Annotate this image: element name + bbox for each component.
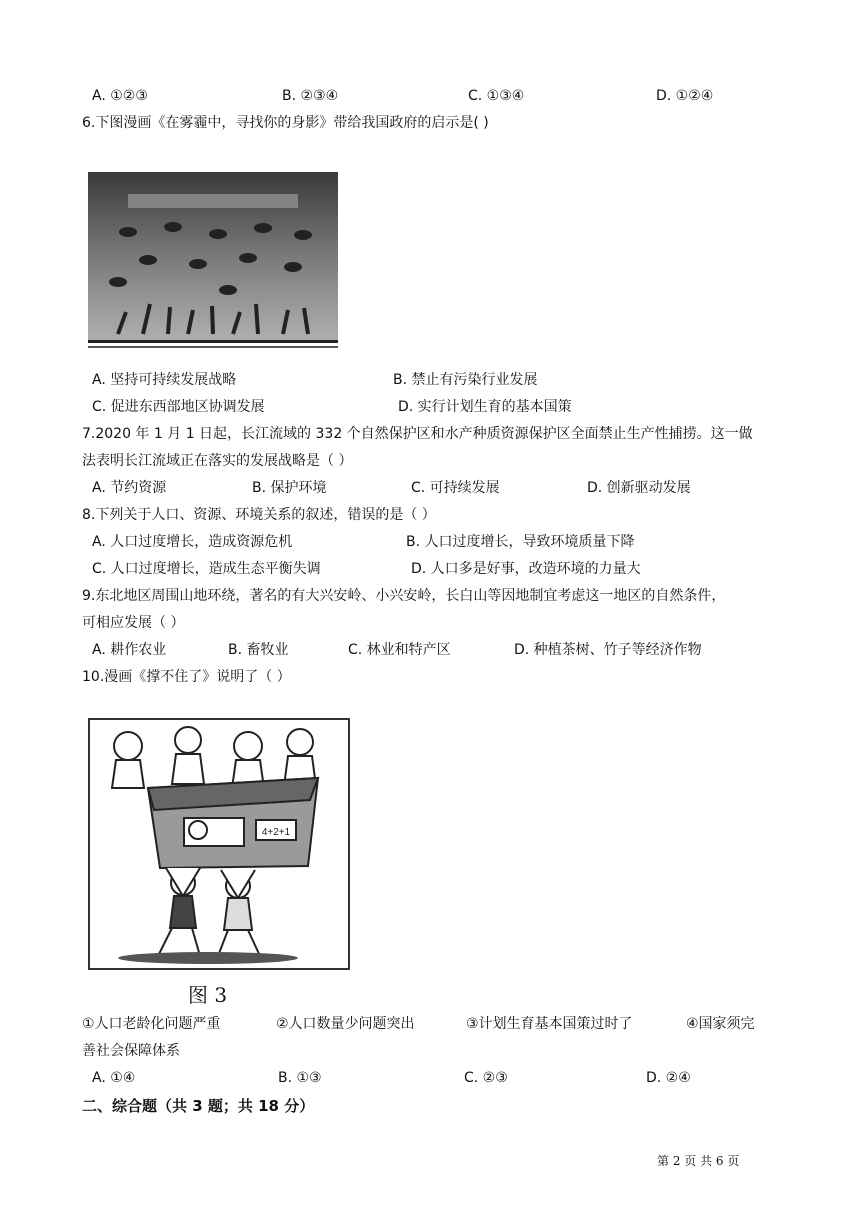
q7-option-c: C. 可持续发展 [411, 480, 500, 496]
section-2-heading: 二、综合题（共 3 题；共 18 分） [82, 1097, 315, 1115]
q6-option-a: A. 坚持可持续发展战略 [92, 372, 237, 388]
q10-statement-3: ③计划生育基本国策过时了 [466, 1016, 633, 1032]
q10-option-b: B. ①③ [278, 1070, 322, 1086]
q6-option-c: C. 促进东西部地区协调发展 [92, 399, 265, 415]
q10-cartoon-image [88, 718, 350, 970]
q10-statement-1: ①人口老龄化问题严重 [82, 1016, 221, 1032]
q6-option-b: B. 禁止有污染行业发展 [393, 372, 538, 388]
q10-statement-4: ④国家须完 [686, 1016, 755, 1032]
q9-option-a: A. 耕作农业 [92, 642, 167, 658]
q8-option-a: A. 人口过度增长，造成资源危机 [92, 534, 293, 550]
q9-stem-line1: 9.东北地区周围山地环绕，著名的有大兴安岭、小兴安岭，长白山等因地制宜考虑这一地区的自然条件， [82, 588, 726, 604]
q10-statement-2: ②人口数量少问题突出 [276, 1016, 415, 1032]
q10-cartoon-sign: 4+2+1 [261, 827, 291, 838]
q7-stem-line1: 7.2020 年 1 月 1 日起，长江流域的 332 个自然保护区和水产种质资源保护区全面禁止生产性捕捞。这一做 [82, 426, 753, 442]
q7-option-a: A. 节约资源 [92, 480, 167, 496]
q9-option-d: D. 种植茶树、竹子等经济作物 [514, 642, 702, 658]
q6-stem: 6.下图漫画《在雾霾中，寻找你的身影》带给我国政府的启示是( ) [82, 115, 489, 131]
q10-stem: 10.漫画《撑不住了》说明了（ ） [82, 669, 291, 685]
q10-figure-caption: 图 3 [188, 983, 228, 1007]
q7-stem-line2: 法表明长江流域正在落实的发展战略是（ ） [82, 453, 353, 469]
q10-option-a: A. ①④ [92, 1070, 136, 1086]
q9-stem-line2: 可相应发展（ ） [82, 615, 185, 631]
q7-option-b: B. 保护环境 [252, 480, 327, 496]
q8-option-c: C. 人口过度增长，造成生态平衡失调 [92, 561, 321, 577]
q8-stem: 8.下列关于人口、资源、环境关系的叙述，错误的是（ ） [82, 507, 436, 523]
q9-option-c: C. 林业和特产区 [348, 642, 451, 658]
page-number: 第 2 页 共 6 页 [657, 1154, 740, 1168]
q8-option-b: B. 人口过度增长，导致环境质量下降 [406, 534, 635, 550]
q5-option-c: C. ①③④ [468, 88, 525, 104]
q10-statement-4-cont: 善社会保障体系 [82, 1043, 180, 1059]
q9-option-b: B. 畜牧业 [228, 642, 289, 658]
q5-option-a: A. ①②③ [92, 88, 148, 104]
q8-option-d: D. 人口多是好事，改造环境的力量大 [411, 561, 641, 577]
q6-option-d: D. 实行计划生育的基本国策 [398, 399, 572, 415]
q5-option-b: B. ②③④ [282, 88, 339, 104]
q10-option-c: C. ②③ [464, 1070, 508, 1086]
q10-option-d: D. ②④ [646, 1070, 691, 1086]
q6-smog-cartoon-image [88, 172, 338, 352]
q7-option-d: D. 创新驱动发展 [587, 480, 691, 496]
q5-option-d: D. ①②④ [656, 88, 714, 104]
